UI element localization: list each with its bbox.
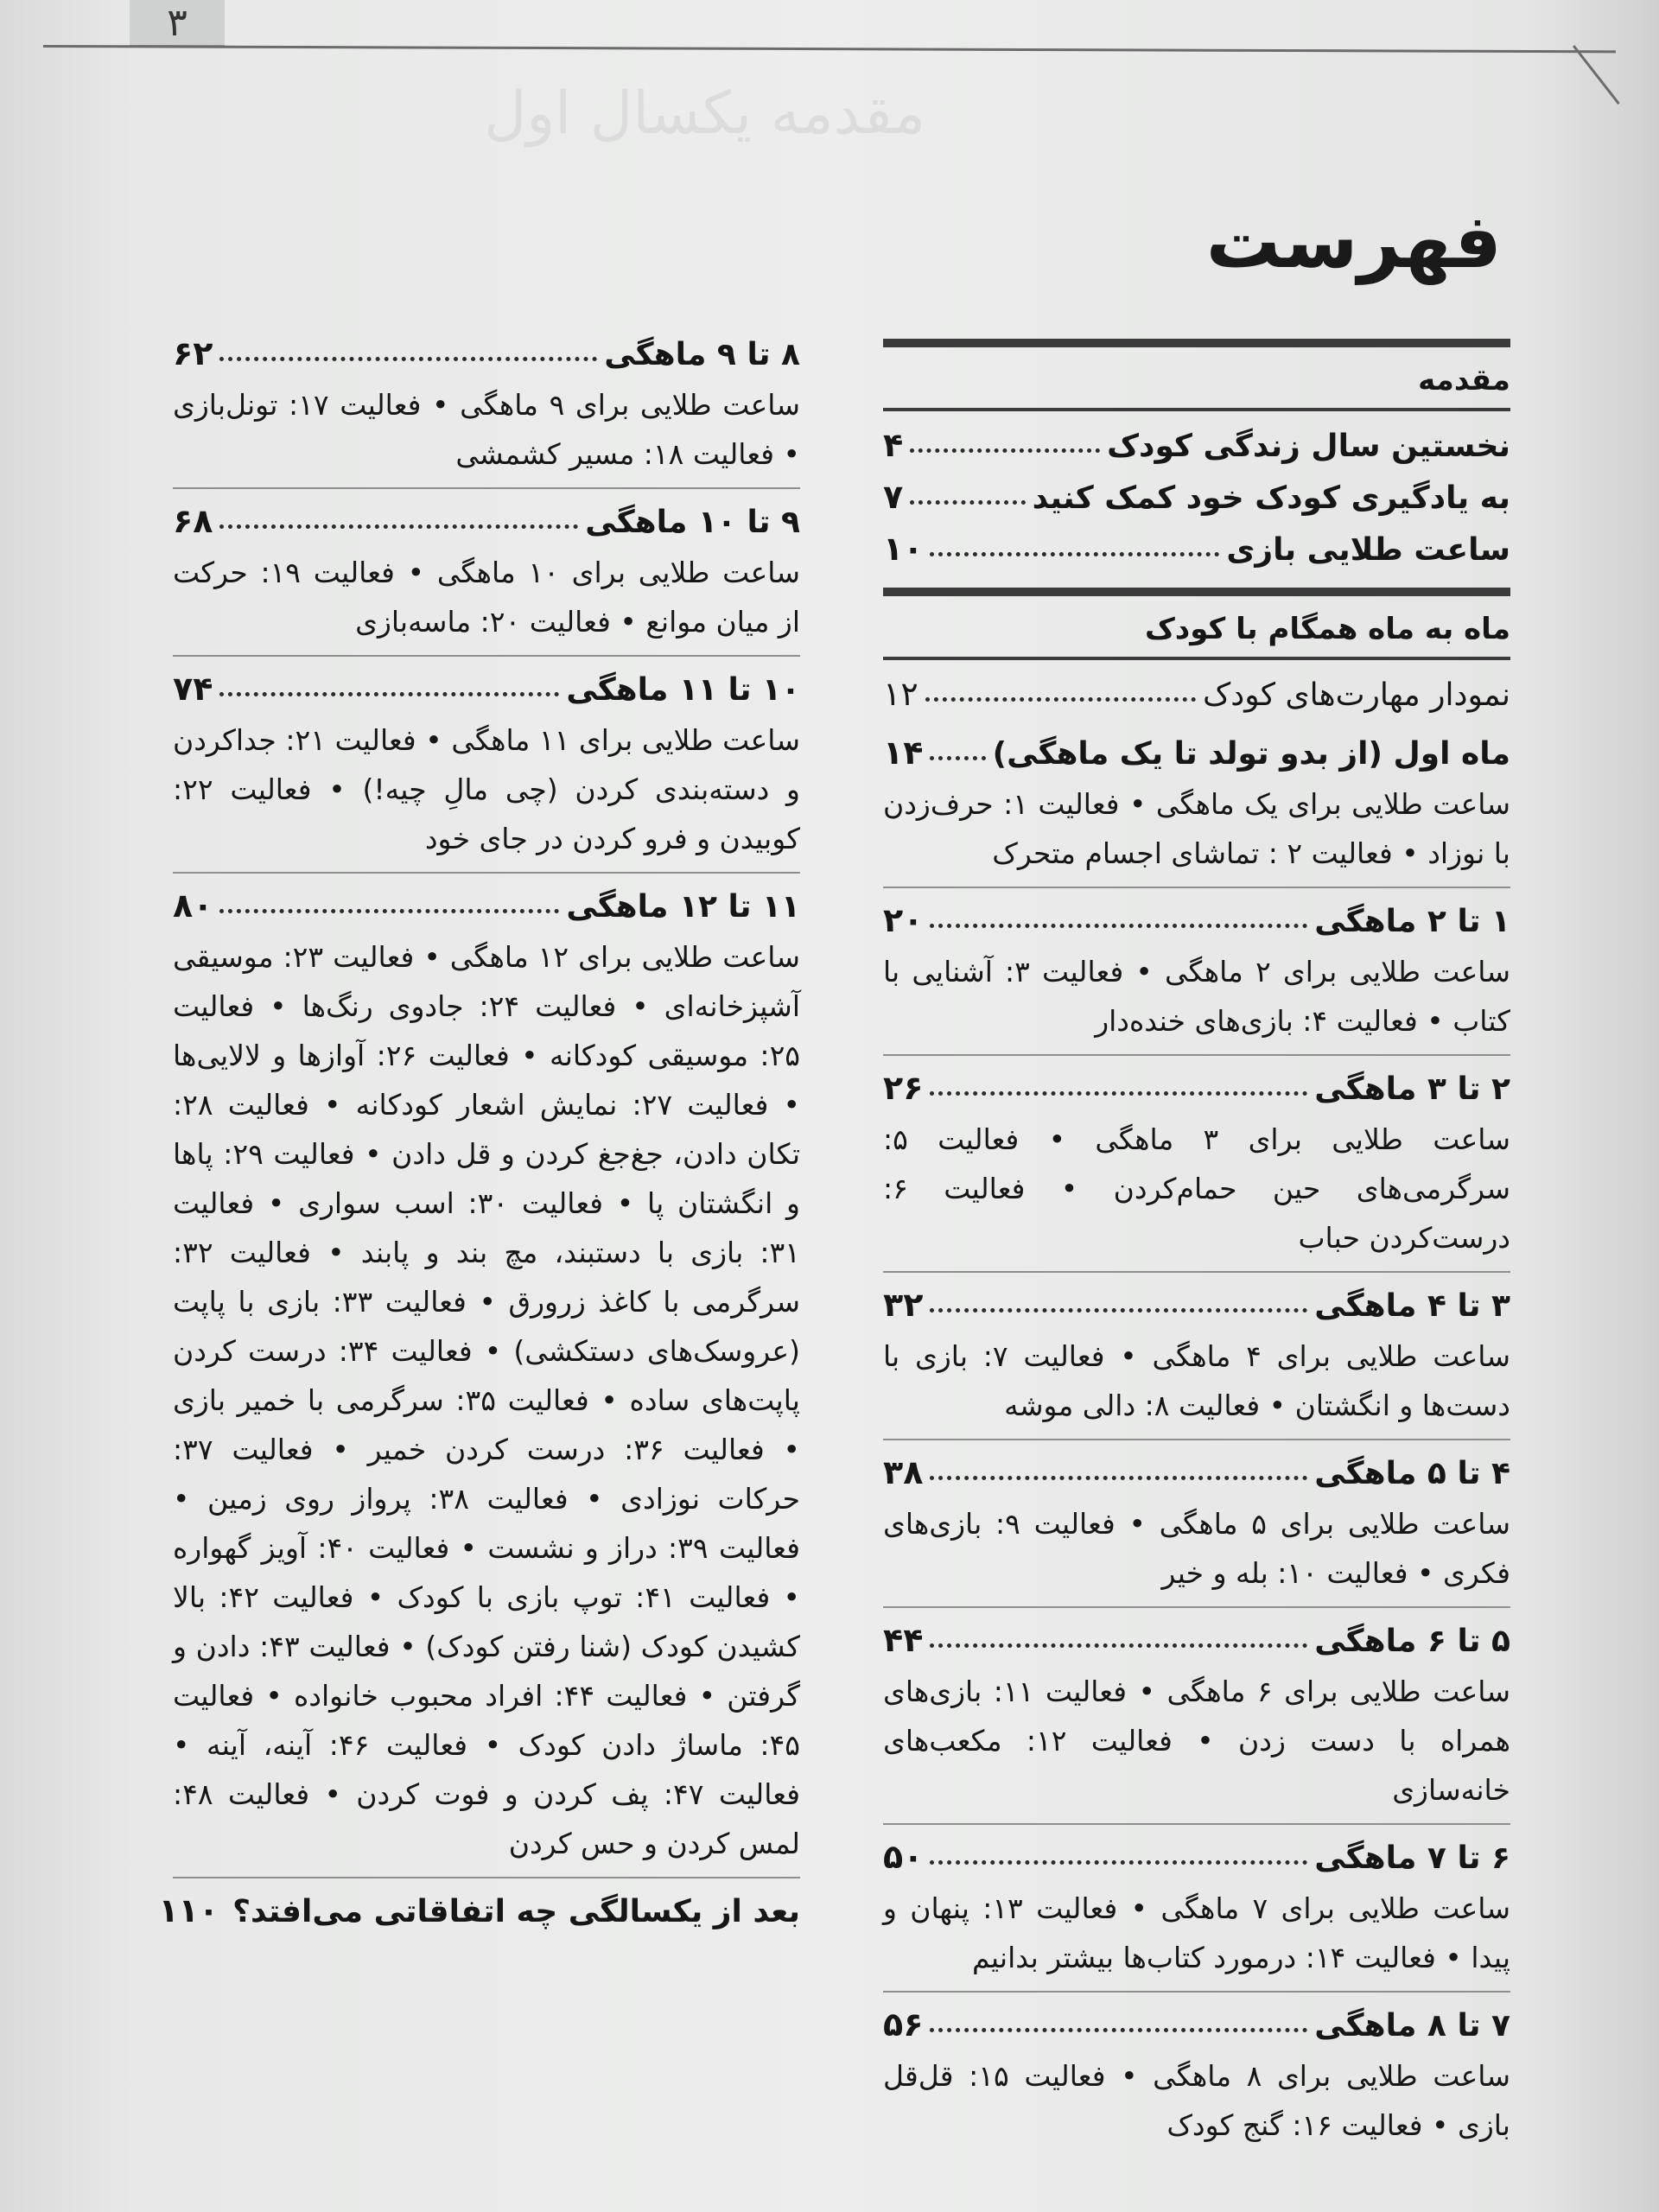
leader-dots xyxy=(930,1091,1307,1096)
entry-title: ۱۱ تا ۱۲ ماهگی xyxy=(566,889,800,925)
toc-entry[interactable] xyxy=(883,888,1510,1056)
entry-title: ۲ تا ۳ ماهگی xyxy=(1314,1071,1510,1107)
entry-title: ۱ تا ۲ ماهگی xyxy=(1314,904,1510,939)
toc-page-number: ۲۶ xyxy=(883,1069,924,1107)
entry-title: ۸ تا ۹ ماهگی xyxy=(604,337,800,372)
entry-title: ۷ تا ۸ ماهگی xyxy=(1314,2008,1510,2044)
toc-entry[interactable] xyxy=(173,489,800,657)
toc-entry[interactable] xyxy=(883,1993,1510,2158)
entry-description: ساعت طلایی برای ۲ ماهگی • فعالیت ۳: آشنایی با کتاب • فعالیت ۴: بازی‌های خنده‌دار xyxy=(883,955,1510,1038)
leader-dots xyxy=(930,1643,1307,1648)
toc-page-number: ۵۶ xyxy=(883,2005,924,2044)
leader-dots xyxy=(930,1308,1307,1313)
right-column xyxy=(883,339,1510,2158)
leader-dots xyxy=(219,524,578,529)
toc-page-number: ۲۰ xyxy=(883,901,924,939)
toc-label: نمودار مهارت‌های کودک xyxy=(1203,677,1510,713)
leader-dots xyxy=(930,552,1219,556)
leader-dots xyxy=(930,2028,1307,2032)
entry-description: ساعت طلایی برای ۱۰ ماهگی • فعالیت ۱۹: حرکت از میان موانع • فعالیت ۲۰: ماسه‌بازی xyxy=(173,556,800,639)
toc-page-number: ۱۰ xyxy=(883,530,924,568)
toc-item[interactable] xyxy=(883,669,1510,721)
section-rule xyxy=(883,588,1510,596)
toc-page-number: ۳۸ xyxy=(883,1453,924,1491)
entry-title: ۹ تا ۱۰ ماهگی xyxy=(585,505,800,540)
toc-page-number: ۷۴ xyxy=(173,670,213,708)
toc-page-number: ۴ xyxy=(883,426,904,464)
toc-entry[interactable] xyxy=(883,1440,1510,1608)
entry-description: ساعت طلایی برای ۵ ماهگی • فعالیت ۹: بازی‌های فکری • فعالیت ۱۰: بله و خیر xyxy=(883,1507,1511,1590)
page-title: فهرست xyxy=(1205,199,1502,285)
leader-dots xyxy=(930,756,985,760)
leader-dots xyxy=(910,500,1025,505)
toc-label: بعد از یکسالگی چه اتفاقاتی می‌افتد؟ xyxy=(232,1894,800,1929)
entry-title: ۳ تا ۴ ماهگی xyxy=(1314,1288,1510,1324)
top-border-corner xyxy=(1573,45,1620,105)
toc-entry[interactable] xyxy=(173,657,800,874)
entry-title: ۵ تا ۶ ماهگی xyxy=(1314,1624,1510,1659)
toc-page-number: ۶۸ xyxy=(173,502,213,540)
toc-label: ساعت طلایی بازی xyxy=(1226,532,1510,568)
toc-page-number: ۷ xyxy=(883,478,904,516)
toc-entry[interactable] xyxy=(883,721,1510,888)
toc-page-number: ۱۴ xyxy=(883,734,924,772)
toc-item[interactable] xyxy=(158,1885,800,1937)
toc-item[interactable] xyxy=(883,472,1510,524)
intro-heading: مقدمه xyxy=(1418,363,1510,397)
leader-dots xyxy=(219,357,597,361)
toc-item[interactable] xyxy=(883,420,1510,472)
toc-entry[interactable] xyxy=(883,1825,1510,1993)
page-number: ۳ xyxy=(130,0,225,47)
section-rule xyxy=(883,657,1510,660)
month-section-heading: ماه به ماه همگام با کودک xyxy=(1144,612,1510,646)
leader-dots xyxy=(925,697,1196,702)
leader-dots xyxy=(910,448,1100,453)
entry-title: ماه اول (از بدو تولد تا یک ماهگی) xyxy=(992,736,1510,772)
toc-page-number: ۵۰ xyxy=(883,1838,924,1876)
entry-title: ۱۰ تا ۱۱ ماهگی xyxy=(566,672,800,708)
toc-label: به یادگیری کودک خود کمک کنید xyxy=(1032,480,1510,516)
leader-dots xyxy=(219,909,559,913)
left-column xyxy=(158,321,801,1937)
leader-dots xyxy=(219,692,559,696)
entry-description: ساعت طلایی برای ۸ ماهگی • فعالیت ۱۵: قل‌قل بازی • فعالیت ۱۶: گنج کودک xyxy=(883,2059,1510,2142)
entry-description: ساعت طلایی برای ۳ ماهگی • فعالیت ۵: سرگرمی‌های حین حمام‌کردن • فعالیت ۶: درست‌کردن حباب xyxy=(883,1122,1511,1255)
entry-description: ساعت طلایی برای ۱۲ ماهگی • فعالیت ۲۳: موسیقی آشپزخانه‌ای • فعالیت ۲۴: جادوی رنگ‌ها • فعالیت ۲۵: موسیقی کودکانه • فعالیت ۲۶: آوازها و لالایی‌ها • فعالیت ۲۷: نمایش اشعار کودکانه • فعالیت ۲۸: تکان دادن، جغ‌جغ کردن و قل دادن • فعالیت ۲۹: پاها و انگشتان پا • فعالیت ۳۰: اسب سواری • فعالیت ۳۱: بازی با دستبند، مچ بند و پابند • فعالیت ۳۲: سرگرمی با کاغذ زرورق • فعالیت ۳۳: بازی با پاپت (عروسک‌های دستکشی) • فعالیت ۳۴: درست کردن پاپت‌های ساده • فعالیت ۳۵: سرگرمی با خمیر بازی • فعالیت ۳۶: درست کردن خمیر • فعالیت ۳۷: حرکات نوزادی • فعالیت ۳۸: پرواز روی زمین • فعالیت ۳۹: دراز و نشست • فعالیت ۴۰: آویز گهواره • فعالیت ۴۱: توپ بازی با کودک • فعالیت ۴۲: بالا کشیدن کودک (شنا رفتن کودک) • فعالیت ۴۳: دادن و گرفتن • فعالیت ۴۴: افراد محبوب خانواده • فعالیت ۴۵: ماساژ دادن کودک • فعالیت ۴۶: آینه، آینه • فعالیت ۴۷: پف کردن و فوت کردن • فعالیت ۴۸: لمس کردن و حس کردن xyxy=(173,940,801,1860)
toc-label: نخستین سال زندگی کودک xyxy=(1107,429,1510,464)
entry-title: ۶ تا ۷ ماهگی xyxy=(1314,1840,1510,1876)
toc-entry[interactable] xyxy=(173,321,800,489)
entry-description: ساعت طلایی برای ۱۱ ماهگی • فعالیت ۲۱: جداکردن و دسته‌بندی کردن (چی مالِ چیه!) • فعالیت ۲۲: کوبیدن و فرو کردن در جای خود xyxy=(173,723,800,855)
entry-description: ساعت طلایی برای ۴ ماهگی • فعالیت ۷: بازی با دست‌ها و انگشتان • فعالیت ۸: دالی موشه xyxy=(883,1339,1511,1422)
leader-dots xyxy=(930,1476,1307,1480)
toc-item[interactable] xyxy=(883,524,1510,575)
toc-entry[interactable] xyxy=(883,1056,1510,1273)
toc-page-number: ۸۰ xyxy=(173,887,213,925)
entry-description: ساعت طلایی برای ۶ ماهگی • فعالیت ۱۱: بازی‌های همراه با دست زدن • فعالیت ۱۲: مکعب‌های خانه‌سازی xyxy=(883,1675,1511,1807)
show-through-title: مقدمه یکسال اول xyxy=(484,79,926,148)
entry-title: ۴ تا ۵ ماهگی xyxy=(1314,1456,1510,1491)
entry-description: ساعت طلایی برای ۷ ماهگی • فعالیت ۱۳: پنهان و پیدا • فعالیت ۱۴: درمورد کتاب‌ها بیشتر بدانیم xyxy=(883,1891,1510,1974)
toc-page-number: ۶۲ xyxy=(173,334,213,372)
toc-entry[interactable] xyxy=(883,1273,1510,1440)
toc-entry[interactable] xyxy=(173,874,800,1878)
entry-description: ساعت طلایی برای ۹ ماهگی • فعالیت ۱۷: تونل‌بازی • فعالیت ۱۸: مسیر کشمشی xyxy=(173,388,800,471)
toc-page-number: ۱۱۰ xyxy=(158,1891,219,1929)
leader-dots xyxy=(930,924,1307,928)
toc-page-number: ۳۲ xyxy=(883,1286,924,1324)
section-rule xyxy=(883,408,1510,411)
toc-page-number: ۱۲ xyxy=(883,675,918,713)
entry-description: ساعت طلایی برای یک ماهگی • فعالیت ۱: حرف‌زدن با نوزاد • فعالیت ۲ : تماشای اجسام متحرک xyxy=(883,787,1510,870)
toc-page-number: ۴۴ xyxy=(883,1621,924,1659)
toc-entry[interactable] xyxy=(883,1608,1510,1825)
section-rule xyxy=(883,339,1510,347)
top-border-line xyxy=(43,45,1616,53)
leader-dots xyxy=(930,1860,1307,1865)
